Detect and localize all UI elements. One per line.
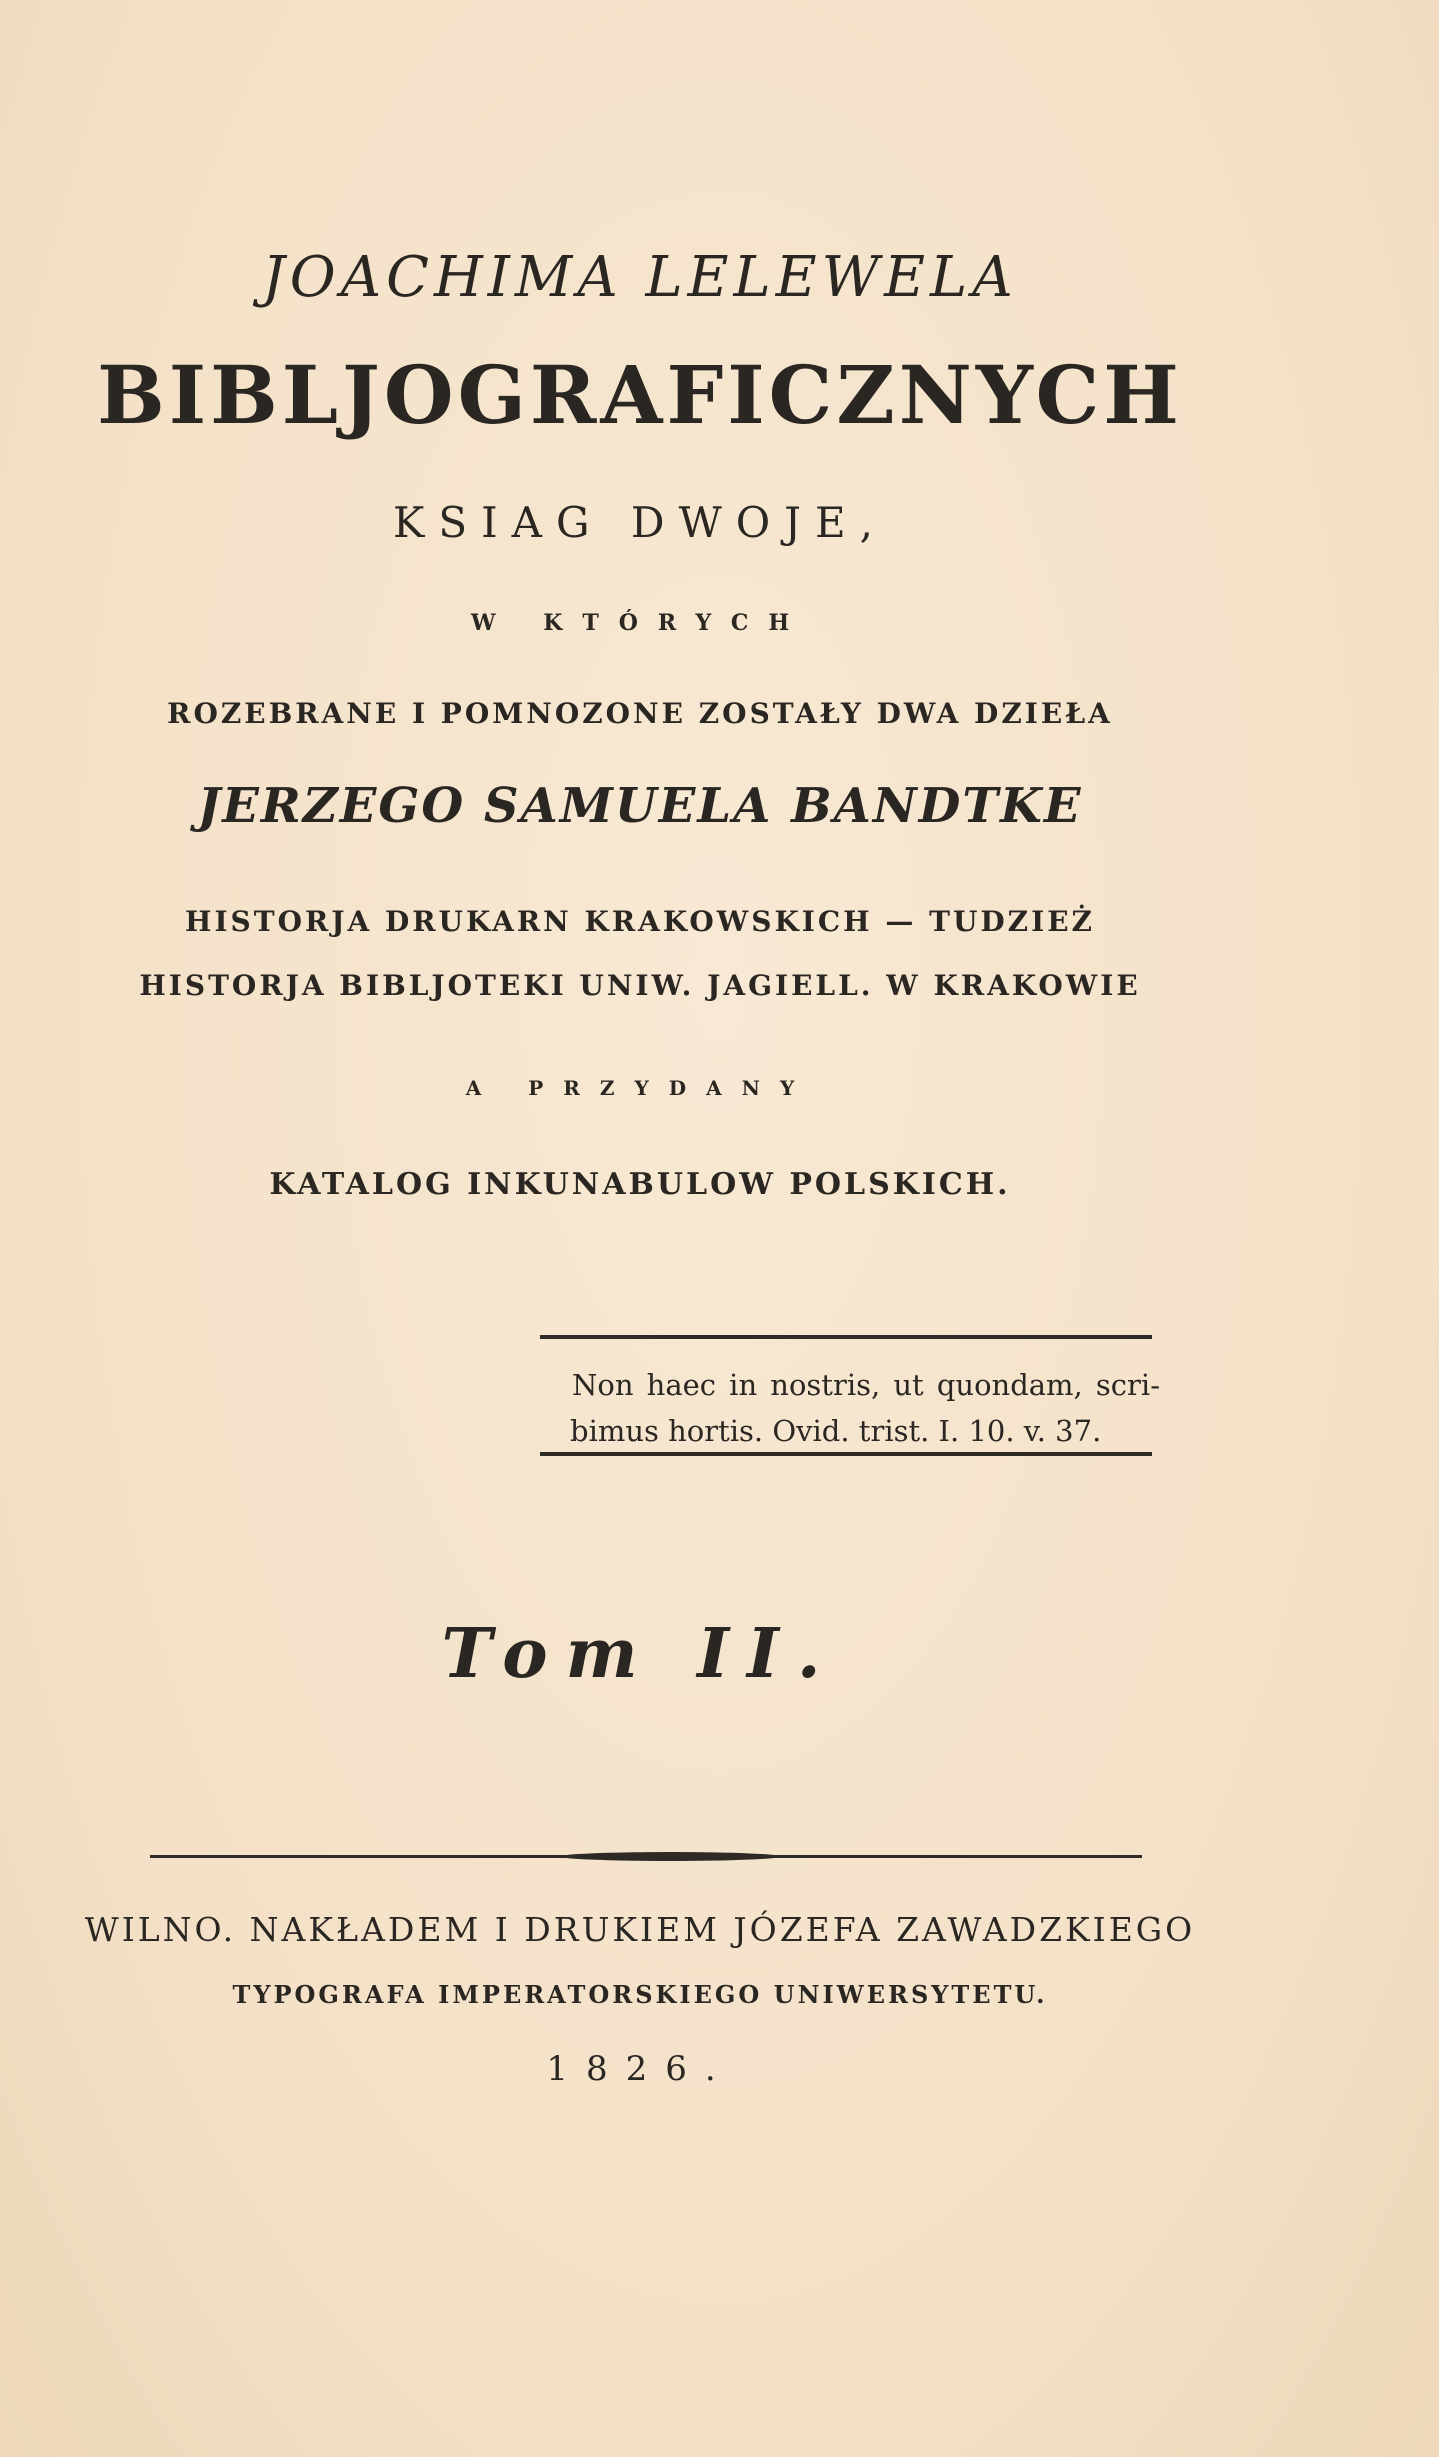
imprint-rule-swell	[560, 1852, 780, 1861]
w-ktorych-line: W KTÓRYCH	[470, 610, 810, 636]
epigraph-bottom-rule	[540, 1452, 1152, 1456]
historja-bibljoteki-line: HISTORJA BIBLJOTEKI UNIW. JAGIELL. W KRAKOWIE	[139, 969, 1141, 1002]
imprint-line-1: WILNO. NAKŁADEM I DRUKIEM JÓZEFA ZAWADZKIEGO	[84, 1910, 1196, 1949]
epigraph-line-1: Non haec in nostris, ut quondam, scri-	[572, 1368, 1160, 1402]
katalog-line: KATALOG INKUNABULOW POLSKICH.	[269, 1167, 1011, 1202]
publication-year: 1826.	[546, 2049, 734, 2089]
volume-label: Tom II.	[441, 1614, 839, 1694]
subtitle: KSIAG DWOJE,	[392, 498, 888, 547]
historja-drukarn-line: HISTORJA DRUKARN KRAKOWSKICH — TUDZIEŻ	[185, 905, 1095, 938]
epigraph-top-rule	[540, 1335, 1152, 1339]
epigraph-line-2: bimus hortis. Ovid. trist. I. 10. v. 37.	[570, 1414, 1102, 1448]
przydany-line: A PRZYDANY	[465, 1076, 815, 1100]
author-name: JOACHIMA LELEWELA	[262, 245, 1018, 310]
rozebrane-line: ROZEBRANE I POMNOZONE ZOSTAŁY DWA DZIEŁA	[167, 697, 1113, 730]
epigraph	[570, 1362, 1160, 1454]
imprint-line-2: TYPOGRAFA IMPERATORSKIEGO UNIWERSYTETU.	[232, 1980, 1048, 2009]
main-title: BIBLJOGRAFICZNYCH	[97, 348, 1183, 442]
bandtke-name: JERZEGO SAMUELA BANDTKE	[197, 778, 1083, 834]
